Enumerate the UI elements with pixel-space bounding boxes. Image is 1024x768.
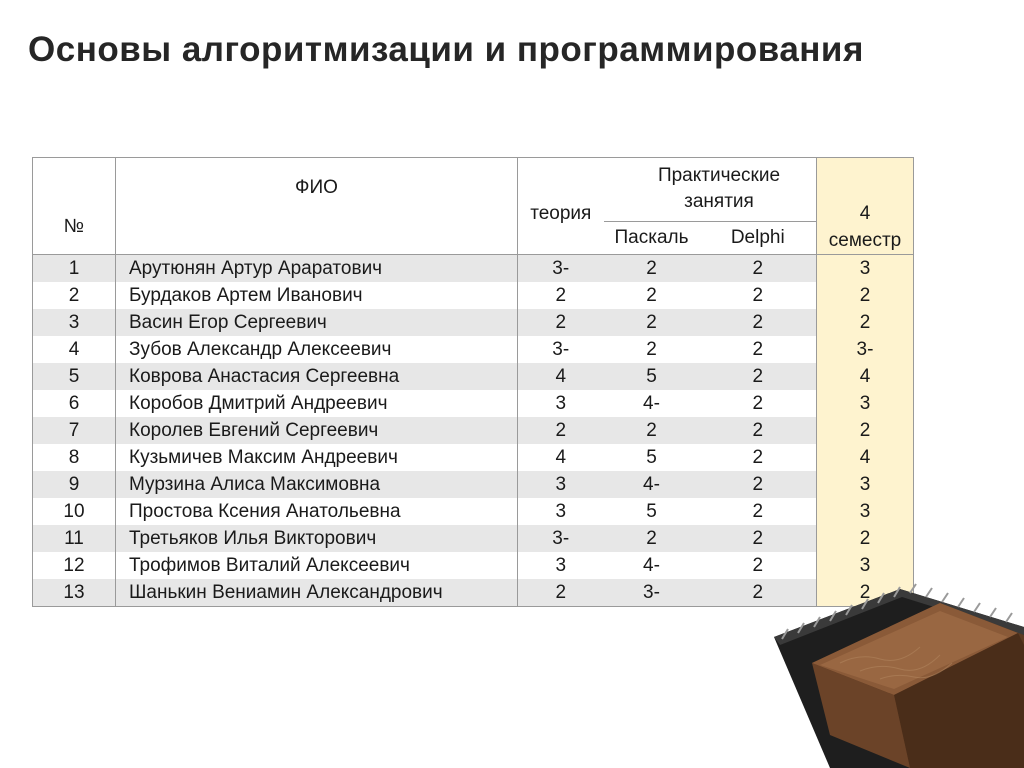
theory-grade: 3- [518,525,604,552]
delphi-grade: 2 [700,579,817,607]
delphi-grade: 2 [700,471,817,498]
row-number: 12 [33,552,116,579]
grades-body [33,255,914,607]
row-number: 5 [33,363,116,390]
pascal-grade: 2 [646,285,657,306]
student-name: Трофимов Виталий Алексеевич [116,552,518,579]
pascal-grade: 5 [646,447,657,468]
table-row [33,390,914,417]
grades-table [32,157,914,607]
header-practical [604,158,817,222]
student-name: Шанькин Вениамин Александрович [116,579,518,607]
pascal-grade: 5 [604,363,700,390]
header-name [116,158,518,255]
theory-grade: 3- [518,336,604,363]
header-number [33,158,116,255]
delphi-grade: 2 [752,501,764,522]
table-row [33,336,914,363]
delphi-grade: 2 [752,339,764,360]
row-number: 10 [33,498,116,525]
semester-grade: 3 [817,390,914,417]
student-name: Простова Ксения Анатольевна [116,498,518,525]
row-number: 4 [33,336,116,363]
table-row [33,498,914,525]
theory-grade: 4 [518,444,604,471]
header-pascal [604,221,700,254]
delphi-grade: 2 [752,555,764,576]
semester-grade: 4 [817,363,914,390]
header-name-label: ФИО [295,177,338,198]
delphi-grade: 2 [700,525,817,552]
header-semester [817,158,914,255]
semester-grade: 2 [817,579,914,607]
student-name: Коробов Дмитрий Андреевич [116,390,518,417]
semester-grade: 3 [817,255,914,283]
theory-grade: 3 [518,390,604,417]
theory-grade: 4 [518,363,604,390]
header-practical-label: Практические занятия [657,165,781,213]
theory-grade: 2 [518,579,604,607]
semester-grade: 4 [817,444,914,471]
pascal-grade: 2 [604,309,700,336]
pascal-grade: 4- [604,471,700,498]
student-name: Арутюнян Артур Араратович [116,255,518,283]
student-name: Мурзина Алиса Максимовна [116,471,518,498]
pascal-grade: 2 [604,417,700,444]
semester-grade: 3- [817,336,914,363]
row-number: 3 [33,309,116,336]
header-theory-label: теория [530,202,592,224]
table-row [33,309,914,336]
theory-grade: 3 [518,498,604,525]
semester-grade: 3 [817,552,914,579]
pascal-grade: 2 [604,525,700,552]
slide-title: Основы алгоритмизации и программирования [28,30,864,69]
row-number: 6 [33,390,116,417]
delphi-grade: 2 [700,363,817,390]
student-name: Кузьмичев Максим Андреевич [116,444,518,471]
semester-grade: 3 [817,471,914,498]
header-delphi-label: Delphi [730,227,785,249]
header-theory [518,158,604,255]
table-row [33,525,914,552]
theory-grade: 3 [518,552,604,579]
student-name: Бурдаков Артем Иванович [116,282,518,309]
row-number: 13 [33,579,116,607]
pascal-grade: 4- [643,393,660,414]
row-number: 2 [33,282,116,309]
row-number: 9 [33,471,116,498]
pascal-grade: 4- [643,555,660,576]
table-row [33,282,914,309]
table-row [33,417,914,444]
delphi-grade: 2 [700,255,817,283]
row-number: 7 [33,417,116,444]
student-name: Васин Егор Сергеевич [116,309,518,336]
table-row [33,255,914,283]
pascal-grade: 5 [646,501,657,522]
delphi-grade: 2 [700,417,817,444]
pascal-grade: 3- [604,579,700,607]
notebook-icon [760,575,1024,768]
semester-grade: 2 [817,417,914,444]
semester-grade: 2 [817,309,914,336]
delphi-grade: 2 [752,447,764,468]
theory-grade: 2 [518,309,604,336]
delphi-grade: 2 [700,309,817,336]
student-name: Коврова Анастасия Сергеевна [116,363,518,390]
header-delphi [700,221,817,254]
theory-grade: 3 [518,471,604,498]
table-row [33,363,914,390]
delphi-grade: 2 [752,393,764,414]
semester-grade: 2 [817,525,914,552]
header-pascal-label: Паскаль [614,227,689,249]
pascal-grade: 2 [646,339,657,360]
delphi-grade: 2 [752,285,764,306]
table-row [33,444,914,471]
semester-grade: 3 [817,498,914,525]
row-number: 8 [33,444,116,471]
row-number: 11 [33,525,116,552]
student-name: Королев Евгений Сергеевич [116,417,518,444]
student-name: Зубов Александр Алексеевич [116,336,518,363]
header-number-label: № [63,216,85,237]
row-number: 1 [33,255,116,283]
theory-grade: 3- [518,255,604,283]
student-name: Третьяков Илья Викторович [116,525,518,552]
theory-grade: 2 [518,417,604,444]
header-semester-label: 4 семестр [828,203,902,251]
theory-grade: 2 [518,282,604,309]
semester-grade: 2 [817,282,914,309]
pascal-grade: 2 [604,255,700,283]
table-row [33,471,914,498]
